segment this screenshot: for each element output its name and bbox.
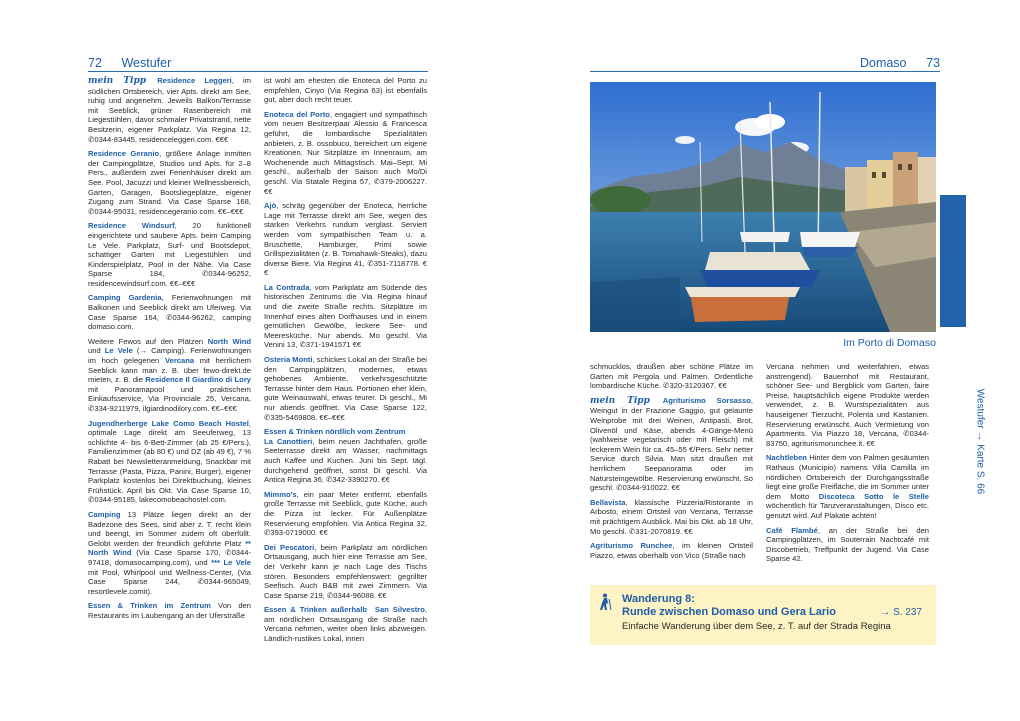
mein-tipp-badge: mein Tipp <box>590 395 650 406</box>
left-running-head <box>88 56 428 72</box>
chapter-tab-marker <box>940 195 966 327</box>
entry-camping: Camping 13 Plätze liegen direkt an der Badezone des Sees, sind aber z. T. recht klein und beengt, im Sommer zudem oft überfüllt. Gelobt werden der freundlich geführte Platz ** North Wind (Via Case Sparse 170, ✆0344-97418, domasocamping.com), und *** Le Vele mit Pool, Whirlpool und Wellness-Center, (Via Case Sparse 244, ✆0344-965049, resortlevele.comit). <box>88 509 251 596</box>
right-page <box>510 0 1020 721</box>
entry-camping-gardenia: Camping Gardenia, Ferienwohnungen mit Balkonen und Seeblick direkt am Uferweg. Via Case Sparse 164, ✆0344-96262, camping domaso.com. <box>88 293 251 332</box>
entry-jugendherberge: Jugendherberge Lake Como Beach Hostel, optimale Lage direkt am Seeuferweg, 13 schlichte 4- bis 6-Bett-Zimmer (ab 25 €/Pers.), Familienzimmer (ab 80 €) und DZ (ab 49 €), 7 % Rabatt bei Newsletteranmeldung, Snackbar mit Terrasse (Pasta, Pizza, Panini, Burger), eigener Parkplatz kostenlos bei Direktbuchung, kleines Frühstück. April bis Okt. Via Case Sparse 10, ✆0344-95185, lakecomobeachostel.com. <box>88 418 251 505</box>
entry-residence-geranio: Residence Geranio, größere Anlage inmitten der Campingplätze, Studios und Apts. für 2–8 Pers., außerdem zwei Ferienhäuser direkt am See. Pool, Jacuzzi und kleiner Wellnessbereich, Garten, Garagen, Bootsliegeplätze, eigener Zugang zum Strand. Via Case Sparse 168, ✆0344-95031, residencegeranio.com. €€–€€€ <box>88 149 252 216</box>
entry-agriturismo-sorsasso: mein Tipp Agriturismo Sorsasso, Weingut in der Frazione Gaggio, gut gelaunte Weinprobe mit drei Weinen, Antipasti, Brot, Olivenöl und Käse, abends 4-Gänge-Menü (wahlweise vegetarisch oder mit Fleisch) mit leckerem Wein für ca. 45–55 €/Pers. Sehr netter Service durch Silvia. Man sitzt draußen mit herrlichem Seepanorama oder im Natursteingewölbe. Reservierung erwünscht. So geschl. ✆0344-910022. €€ <box>590 395 753 493</box>
entry-enoteca-del-porto: Enoteca del Porto, engagiert und sympathisch vom neuen Besitzerpaar Alessio & Francesca geführt, die lombardische Spezialitäten anbieten, z. B. ossobuco, bereichert um eigene Kreationen. Nur Sitzplätze im Innenraum, am Wochenende auch Mittagstisch. Mai–Sept. Mi geschl., außerhalb der Saison auch Mo/Di geschl. Via Statale Regina 57, ✆379-2006227. €€ <box>264 109 428 196</box>
entry-mimmos: Mimmo's, ein paar Meter entfernt, ebenfalls große Terrasse mit Seeblick, gute Küche, auch die Pizza ist lecker. Für Außenplätze Reservierung empfohlen. Via Antica Regina 32, ✆393-0719000. €€ <box>264 489 427 538</box>
hike-description: Einfache Wanderung über dem See, z. T. auf der Strada Regina <box>622 621 891 632</box>
entry-residence-windsurf: Residence Windsurf, 20 funktionell eingerichtete und saubere Apts. beim Camping Le Vele. Parkplatz, Surf- und Bootsdepot, schattiger Garten mit Liegestühlen und Kinderspielplatz, Pool in der Nähe. Via Case Sparse 184, ✆0344-96252, residencewindsurf.com. €€–€€€ <box>88 221 251 288</box>
entry-intro-enoteca: ist wohl am ehesten die Enoteca del Porto zu empfehlen, Cinyo (Via Regina 63) ist ebenfalls gut, aber doch recht teuer. <box>264 76 427 105</box>
entry-osteria-monti: Osteria Monti, schickes Lokal an der Straße bei den Campingplätzen, modernes, etwas gehobenes Ambiente, verkehrsgeschützte Terrasse hinter dem Haus. Portionen eher klein, gute Weinauswahl, etwas teurer. Di geschl., Mi nur abends geöffnet. Via Case Sparse 122, ✆335-5469808. €€–€€€ <box>264 355 427 422</box>
mein-tipp-badge: mein Tipp <box>88 76 147 86</box>
harbor-photo <box>590 82 936 332</box>
section-heading-nord: Essen & Trinken nördlich vom Zentrum <box>264 427 406 437</box>
entry-san-silvestro-cont: schmucklos, draußen aber schöne Plätze im Garten mit Pergola und Palmen. Ordentliche lombardische Küche. ✆320-3120367. €€ <box>590 362 753 391</box>
left-column-1 <box>88 76 251 625</box>
right-running-head <box>590 56 940 72</box>
right-column-1 <box>590 362 753 565</box>
entry-cafe-flambe: Café Flambé, an der Straße bei den Campingplätzen, im Souterrain Nachtcafé mit Discobetrieb, Treffpunkt der Jugend. Via Case Sparse 42. <box>766 525 929 564</box>
left-section-title: Westufer <box>121 56 172 70</box>
entry-nachtleben: Nachtleben Hinter dem von Palmen gesäumten Rathaus (Municipio) namens Villa Camilla im nördlichen Ortsbereich der Durchgangsstraße liegt eine große Freifläche, die im Sommer unter dem Motto Discoteca Sotto le Stelle wöchentlich für Tanzveranstaltungen, Disco etc. genutzt wird. Auf Plakate achten! <box>766 453 930 520</box>
photo-caption: Im Porto di Domaso <box>843 337 936 349</box>
entry-essen-zentrum: Essen & Trinken im Zentrum Von den Restaurants im Laubengang an der Uferstraße <box>88 601 251 620</box>
entry-runchee-cont: Vercana nehmen und weiterfahren, etwas anstrengend). Bauernhof mit Restaurant, schöner See- und Bergblick vom Garten, faire Preise, hauptsächlich eigene Produkte werden verwendet, z. B. Wurstspezialitäten aus hauseigener Tierzucht, Polenta und Kastanien. Reservierung erwünscht. Auch Vermietung von Apartments. Via Piazzo 18, Vercana, ✆0344-83750, agriturismorunchee.it. €€ <box>766 362 929 448</box>
right-section-title: Domaso <box>859 56 907 70</box>
left-page-number: 72 <box>88 56 102 70</box>
entry-la-contrada: La Contrada, vom Parkplatz am Südende des historischen Zentrums die Via Regina hinauf und die zweite Straße rechts. Sitzplätze im Innenhof eines alten Dorfhauses und in einem gemütlichen Gewölbe, leckere See- und Meeresküche. Nur abends. Mo geschl. Via Venini 13, ✆371-1941571 €€ <box>264 282 427 350</box>
right-page-number: 73 <box>926 56 940 70</box>
entry-residence-leggeri: mein Tipp Residence Leggeri, im südlichen Ortsbereich, vier Apts. direkt am See, ruhig und angenehm. Jeweils Balkon/Terrasse mit Seeblick, grüner Rasenbereich mit Liegestühlen, davor schmaler Privatstrand, nette Besitzerin, eigener Parkplatz. Via Regina 12, ✆0344-83445, residenceleggeri.com. €€€ <box>88 76 251 144</box>
entry-ajo: Ajò, schräg gegenüber der Enoteca, herrliche Lage mit Terrasse direkt am See, wegen des starken Verkehrs rundum verglast. Serviert werden vom sympathischen Team u. a. Bruschette, Hamburger, Primi sowie Grillspezialitäten (z. B. Tomahawk-Steaks), dazu diverse Biere. Via Regina 41, ✆351-7118778. €€ <box>264 201 427 278</box>
left-column-2 <box>264 76 427 649</box>
entry-san-silvestro: Essen & Trinken außerhalb San Silvestro, am nördlichen Ortsausgang die Straße nach Vercana nehmen, weiter oben links abzweigen. Ländlich-rustikes Lokal, innen <box>264 605 427 644</box>
hike-box <box>590 585 936 645</box>
entry-agriturismo-runchee: Agriturismo Runchee, im kleinen Ortsteil Piazzo, etwas oberhalb von Vico (Straße nach <box>590 541 753 560</box>
entry-bellavista: Bellavista, klassische Pizzeria/Ristorante in Arbosto, einem Ortsteil von Vercana, Terrasse mit prächtigem Ausblick. Mai bis Okt. ab 18 Uhr, Mo geschl. ✆331-2070819. €€ <box>590 497 753 536</box>
entry-dei-pescatori: Dei Pescatori, beim Parkplatz am nördlichen Ortsausgang, auch hier eine Terrasse am See, der Verkehr kann je nach Lage des Tischs stören. Besonders empfehlenswert: gegrillter Seefisch. Auch B&B mit zwei Zimmern. Via Case Sparse 219, ✆0344-96088. €€ <box>264 542 427 600</box>
hike-page-reference[interactable]: → S. 237 <box>880 607 922 618</box>
hiker-icon <box>598 593 612 614</box>
side-map-reference: Westufer → Karte S. 66 <box>974 388 986 495</box>
hike-subtitle: Runde zwischen Domaso und Gera Lario <box>622 606 836 618</box>
right-column-2 <box>766 362 929 569</box>
hike-title: Wanderung 8: <box>622 593 695 605</box>
entry-la-canottieri: Essen & Trinken nördlich vom Zentrum La Canottieri, beim neuen Jachthafen, große Seeterrasse direkt am Wasser, nachmittags auch Kaffee und Kuchen. Juni bis Sept. tägl. durchgehend geöffnet, sonst Di geschl. Via Antica Regina 36, ✆342-3390270. €€ <box>264 427 427 485</box>
entry-weitere-fewos: Weitere Fewos auf den Plätzen North Wind und Le Vele (→ Camping). Ferienwohnungen im hoch gelegenen Vercana mit herrlichem Seeblick kann man z. B. über fewo-direkt.de mieten, z. B. die Residence Il Giardino di Lory mit Panoramapool und praktischem Einkaufsservice, Via Provinciale 25, Vercana, ✆334-9211979, ilgiardinodilory.com. €€–€€€ <box>88 336 252 413</box>
